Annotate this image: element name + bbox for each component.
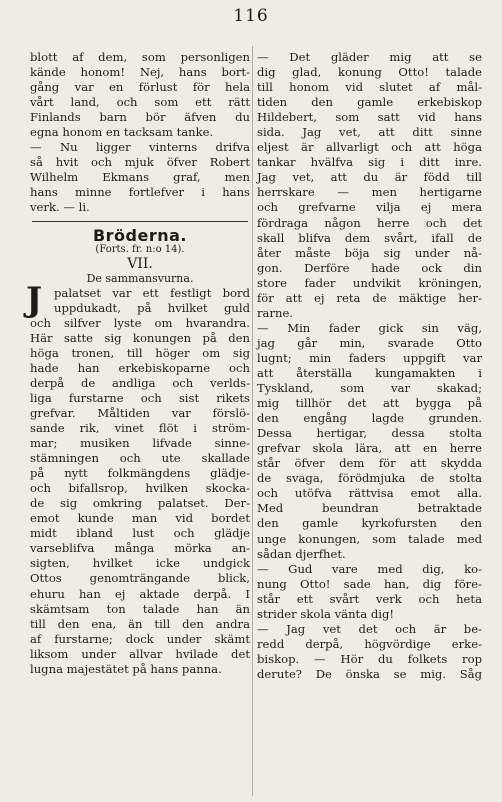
- text-line: står öfver dem för att skydda: [257, 456, 482, 471]
- text-line: och silfver lyste om hvarandra.: [30, 315, 250, 330]
- text-line: egna honom en tacksam tanke.: [30, 125, 214, 140]
- text-line: Tyskland, som var skakad;: [257, 381, 482, 396]
- text-line: mar; musiken lifvade sinne-: [30, 436, 250, 451]
- text-line: lugna majestätet på hans panna.: [30, 661, 222, 676]
- text-line: strider skola vänta dig!: [257, 606, 395, 621]
- text-line: den engång lagde grunden.: [257, 411, 482, 426]
- text-line: Här satte sig konungen på den: [30, 330, 250, 345]
- right-column: [257, 50, 482, 682]
- text-line: den gamle kyrkofursten den: [257, 516, 482, 531]
- text-line: ehuru han ej aktade derpå. I: [30, 586, 250, 601]
- text-line: Dessa hertigar, dessa stolta: [257, 426, 482, 441]
- drop-cap-lines: [30, 286, 250, 316]
- text-line: lugnt; min faders uppgift var: [257, 350, 482, 365]
- page-number: 116: [233, 6, 269, 26]
- text-line: blott af dem, som personligen: [30, 50, 250, 64]
- text-line: herrskare — men hertigarne: [257, 185, 482, 200]
- text-line: store fader undvikit kröningen,: [257, 275, 482, 290]
- text-line: de sig omkring palatset. Der-: [30, 496, 250, 511]
- text-line: — Min fader gick sin väg,: [257, 320, 482, 335]
- text-line: sådan djerfhet.: [257, 546, 346, 561]
- text-line: sida. Jag vet, att ditt sinne: [257, 125, 482, 140]
- text-line: uppdukadt, på hvilket guld: [54, 300, 250, 315]
- text-line: nung Otto! sade han, dig före-: [257, 576, 482, 591]
- text-line: Hildebert, som satt vid hans: [257, 110, 482, 125]
- text-line: derute? De önska se mig. Såg: [257, 666, 482, 681]
- text-line: emot kunde man vid bordet: [30, 511, 250, 526]
- text-line: för att ej reta de mäktige her-: [257, 290, 482, 305]
- text-line: — Det gläder mig att se: [257, 50, 482, 64]
- text-line: till den ena, än till den andra: [30, 616, 250, 631]
- text-line: Ottos genomträngande blick,: [30, 571, 250, 586]
- text-line: gon. Derföre hade ock din: [257, 260, 482, 275]
- text-line: midt ibland lust och glädje: [30, 526, 250, 541]
- text-line: och bifallsrop, hvilken skocka-: [30, 481, 250, 496]
- text-line: skall blifva dem svårt, ifall de: [257, 230, 482, 245]
- text-line: — Nu ligger vinterns drifva: [30, 140, 250, 155]
- text-line: liga furstarne och sist rikets: [30, 390, 250, 405]
- text-line: gång var en förlust för hela: [30, 80, 250, 95]
- text-line: varseblifva många mörka an-: [30, 541, 250, 556]
- column-divider: [252, 46, 253, 796]
- section-title: De sammansvurna.: [86, 271, 194, 285]
- text-line: hans minne fortlefver i hans: [30, 185, 250, 200]
- text-line: — Gud vare med dig, ko-: [257, 561, 482, 576]
- text-line: att återställa kungamakten i: [257, 365, 482, 380]
- text-line: unge konungen, som talade med: [257, 531, 482, 546]
- text-line: Med beundran betraktade: [257, 501, 482, 516]
- text-line: Jag vet, att du är född till: [257, 170, 482, 185]
- text-line: mig tillhör det att bygga på: [257, 396, 482, 411]
- text-line: står ett svårt verk och heta: [257, 591, 482, 606]
- article-separator: [32, 221, 248, 222]
- text-line: verk. — li.: [30, 200, 90, 215]
- text-line: vårt land, och som ett rätt: [30, 95, 250, 110]
- text-line: och utöfva rättvisa emot alla.: [257, 486, 482, 501]
- text-line: Wilhelm Ekmans graf, men: [30, 170, 250, 185]
- text-line: åter måste böja sig under nå-: [257, 245, 482, 260]
- text-line: och grefvarne vilja ej mera: [257, 200, 482, 215]
- story-title: Bröderna.: [92, 225, 188, 245]
- text-line: grefvar. Måltiden var förslö-: [30, 405, 250, 420]
- chapter-number: VII.: [127, 255, 153, 272]
- text-line: till honom vid slutet af mål-: [257, 80, 482, 95]
- text-line: dig glad, konung Otto! talade: [257, 65, 482, 80]
- text-line: på nytt folkmängdens glädje-: [30, 466, 250, 481]
- text-line: redd derpå, högvördige erke-: [257, 636, 482, 651]
- text-line: — Jag vet det och är be-: [257, 621, 482, 636]
- text-line: sigten, hvilket icke undgick: [30, 556, 250, 571]
- text-line: tiden den gamle erkebiskop: [257, 95, 482, 110]
- text-line: palatset var ett festligt bord: [54, 285, 250, 300]
- story-body-left: [30, 316, 250, 677]
- text-line: fördraga någon herre och det: [257, 215, 482, 230]
- text-line: de svaga, förödmjuka de stolta: [257, 471, 482, 486]
- text-line: stämningen och ute skallade: [30, 451, 250, 466]
- text-line: hade han erkebiskoparne och: [30, 360, 250, 375]
- text-line: biskop. — Hör du folkets rop: [257, 651, 482, 666]
- text-line: rarne.: [257, 305, 294, 320]
- drop-cap: J: [26, 279, 43, 320]
- text-line: tankar hvälfva sig i ditt inre.: [257, 155, 482, 170]
- story-body-right: [257, 50, 482, 682]
- continued-note: (Forts. fr. n:o 14).: [95, 243, 185, 255]
- text-line: eljest är allvarligt och att höga: [257, 140, 482, 155]
- text-line: liksom under allvar hvilade det: [30, 646, 250, 661]
- text-line: kände honom! Nej, hans bort-: [30, 65, 250, 80]
- text-line: derpå de andliga och verlds-: [30, 375, 250, 390]
- text-line: jag går min, svarade Otto: [257, 335, 482, 350]
- text-line: så hvit och mjuk öfver Robert: [30, 155, 250, 170]
- text-line: sande rik, vinet flöt i ström-: [30, 420, 250, 435]
- text-line: höga tronen, till höger om sig: [30, 345, 250, 360]
- left-column: [26, 50, 250, 677]
- text-line: grefvar skola lära, att en herre: [257, 441, 482, 456]
- previous-article-ending: [30, 50, 250, 216]
- text-line: Finlands barn bör äfven du: [30, 110, 250, 125]
- text-line: skämtsam ton talade han än: [30, 601, 250, 616]
- opening-paragraph: [26, 279, 250, 320]
- text-line: af furstarne; dock under skämt: [30, 631, 250, 646]
